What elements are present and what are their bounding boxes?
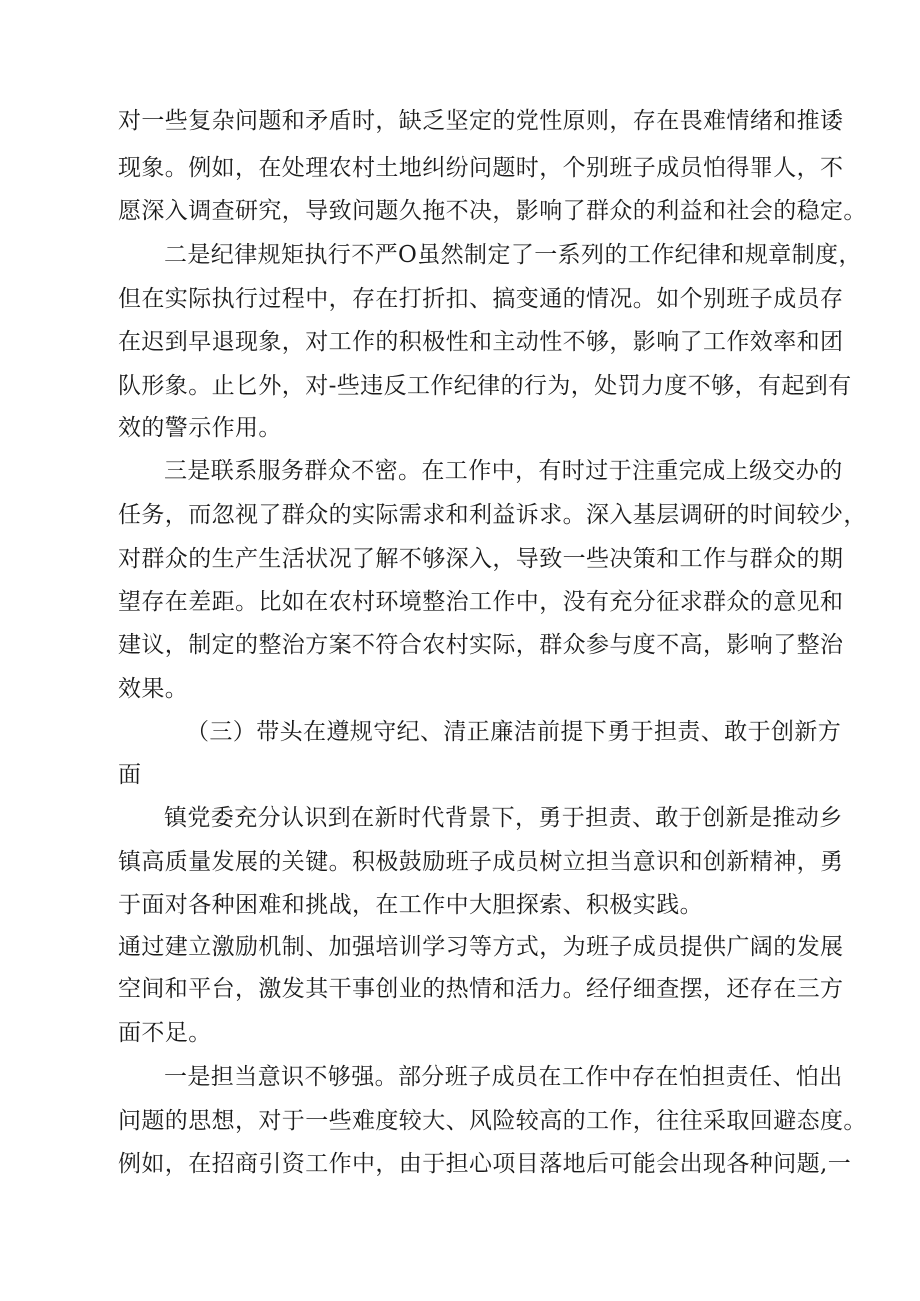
paragraph-line: 建议，制定的整治方案不符合农村实际，群众参与度不高，影响了整治 <box>118 632 844 658</box>
paragraph-line: 对群众的生产生活状况了解不够深入，导致一些决策和工作与群众的期 <box>118 546 844 572</box>
paragraph-line: 面不足。 <box>118 1020 212 1046</box>
paragraph-line: 对一些复杂问题和矛盾时，缺乏坚定的党性原则，存在畏难情绪和推诿 <box>118 108 844 134</box>
paragraph-line: 队形象。止匕外，对-些违反工作纪律的行为，处罚力度不够，有起到有 <box>118 373 852 399</box>
paragraph-line: 效的警示作用。 <box>118 415 282 441</box>
paragraph-line: 于面对各种困难和挑战，在工作中大胆探索、积极实践。 <box>118 892 703 918</box>
paragraph-line: 空间和平台，激发其干事创业的热情和活力。经仔细查摆，还存在三方 <box>118 976 844 1002</box>
paragraph-line: 二是纪律规矩执行不严O虽然制定了一系列的工作纪律和规章制度， <box>164 242 862 268</box>
paragraph-line: 但在实际执行过程中，存在打折扣、搞变通的情况。如个别班子成员存 <box>118 286 844 312</box>
paragraph-line: 一是担当意识不够强。部分班子成员在工作中存在怕担责任、怕出 <box>164 1064 843 1090</box>
paragraph-line: 镇高质量发展的关键。积极鼓励班子成员树立担当意识和创新精神，勇 <box>118 849 844 875</box>
paragraph-line: 愿深入调查研究，导致问题久拖不决，影响了群众的利益和社会的稳定。 <box>118 198 867 224</box>
paragraph-line: 通过建立激励机制、加强培训学习等方式，为班子成员提供广阔的发展 <box>118 934 844 960</box>
section-heading: （三）带头在遵规守纪、清正廉洁前提下勇于担责、敢于创新方 <box>186 719 842 745</box>
paragraph-line: 三是联系服务群众不密。在工作中，有时过于注重完成上级交办的 <box>164 458 843 484</box>
paragraph-line: 效果。 <box>118 676 189 702</box>
paragraph-line: 镇党委充分认识到在新时代背景下，勇于担责、敢于创新是推动乡 <box>164 805 843 831</box>
paragraph-line: 问题的思想，对于一些难度较大、风险较高的工作，往往采取回避态度。 <box>118 1108 867 1134</box>
paragraph-line: 现象。例如，在处理农村土地纠纷问题时，个别班子成员怕得罪人，不 <box>118 155 844 181</box>
paragraph-line: 任务，而忽视了群众的实际需求和利益诉求。深入基层调研的时间较少， <box>118 502 867 528</box>
paragraph-line: 例如，在招商引资工作中，由于担心项目落地后可能会出现各种问题,一 <box>118 1151 852 1177</box>
section-heading: 面 <box>118 762 142 788</box>
paragraph-line: 望存在差距。比如在农村环境整治工作中，没有充分征求群众的意见和 <box>118 589 844 615</box>
paragraph-line: 在迟到早退现象，对工作的积极性和主动性不够，影响了工作效率和团 <box>118 329 844 355</box>
